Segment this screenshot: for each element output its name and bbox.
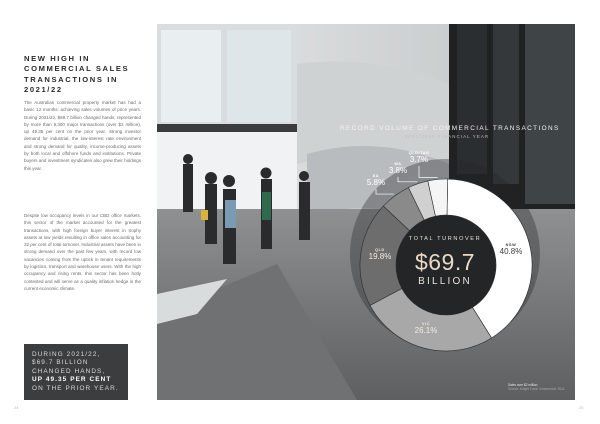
chart-subtitle: 2021/2022 FINANCIAL YEAR — [404, 134, 490, 139]
body-paragraph-1: The Australian commercial property market has had a basic 12 months: achieving sales volumes of price years. During 2021/22, $69.7 billion changed hands, represented by more than 9,300 major transactions (over $2 million), up 49.35 per cent on the prior year. Strong investor demand for industrial, the low-interest rate environment and strong demand for quality, income-producing assets by both local and offshore funds and institutions. Private buyers and investment syndicates also grew their holdings this year. — [24, 100, 141, 171]
source-note-line: Sales over $2 million — [508, 383, 538, 387]
segment-name: QLD/TAS — [408, 151, 430, 155]
heading-line: NEW HIGH IN — [24, 54, 91, 63]
segment-name: SA — [372, 174, 380, 178]
segment-name: WA — [394, 162, 402, 166]
segment-value: 26.1% — [414, 326, 438, 335]
segment-name: VIC — [421, 322, 431, 326]
callout-line: DURING 2021/22, — [32, 351, 101, 358]
segment-value: 5.8% — [366, 178, 386, 187]
center-total-unit: BILLION — [418, 276, 472, 287]
center-total-value: $69.7 — [414, 249, 476, 275]
segment-value: 3.8% — [388, 166, 408, 175]
source-note — [508, 383, 568, 392]
heading-line: 2021/22 — [24, 85, 63, 95]
callout-line: CHANGED HANDS, — [32, 367, 106, 375]
segment-label — [407, 151, 431, 164]
source-note-line: Source: Knight Frank Commercial, RCA — [508, 387, 565, 392]
segment-label — [414, 322, 438, 335]
chart-title: RECORD VOLUME OF COMMERCIAL TRANSACTIONS — [340, 125, 560, 132]
segment-label — [499, 243, 523, 256]
segment-value: 40.8% — [499, 247, 523, 256]
body-paragraph-2: Despite low occupancy levels in our CBD office markets, this sector of the market accounted for the greatest transactions, with high foreign buyer interest in trophy assets at low yields resulting in office sales accounting for 32 per cent of total turnover. Industrial assets have been in strong demand over the past few years, with record low vacancies coming from the uptick in tenant requirements by logistics, transport and warehouse users. With the high occupancy and rising rents, this sector has been hotly contested and will serve as a quality inflation hedge in the current economic climate. — [24, 213, 141, 291]
segment-name: QLD — [375, 248, 385, 252]
segment-value: 19.8% — [368, 252, 392, 261]
callout-line: ON THE PRIOR YEAR. — [32, 384, 119, 392]
segment-name: NSW — [505, 243, 517, 247]
heading-line: TRANSACTIONS IN — [24, 74, 119, 84]
leader-line — [376, 189, 394, 194]
page-number-right: 25 — [579, 405, 584, 410]
center-total-label: TOTAL TURNOVER — [408, 236, 482, 242]
callout-line-emphasis: UP 49.35 PER CENT — [32, 376, 112, 384]
callout-line: $69.7 BILLION — [32, 359, 89, 367]
segment-label — [368, 248, 392, 261]
leader-line — [398, 177, 417, 182]
leader-line — [419, 166, 438, 177]
page-number-left: 24 — [14, 405, 19, 410]
heading-line: COMMERCIAL SALES — [24, 64, 130, 74]
segment-label — [364, 174, 388, 187]
segment-value: 3.7% — [409, 155, 429, 164]
